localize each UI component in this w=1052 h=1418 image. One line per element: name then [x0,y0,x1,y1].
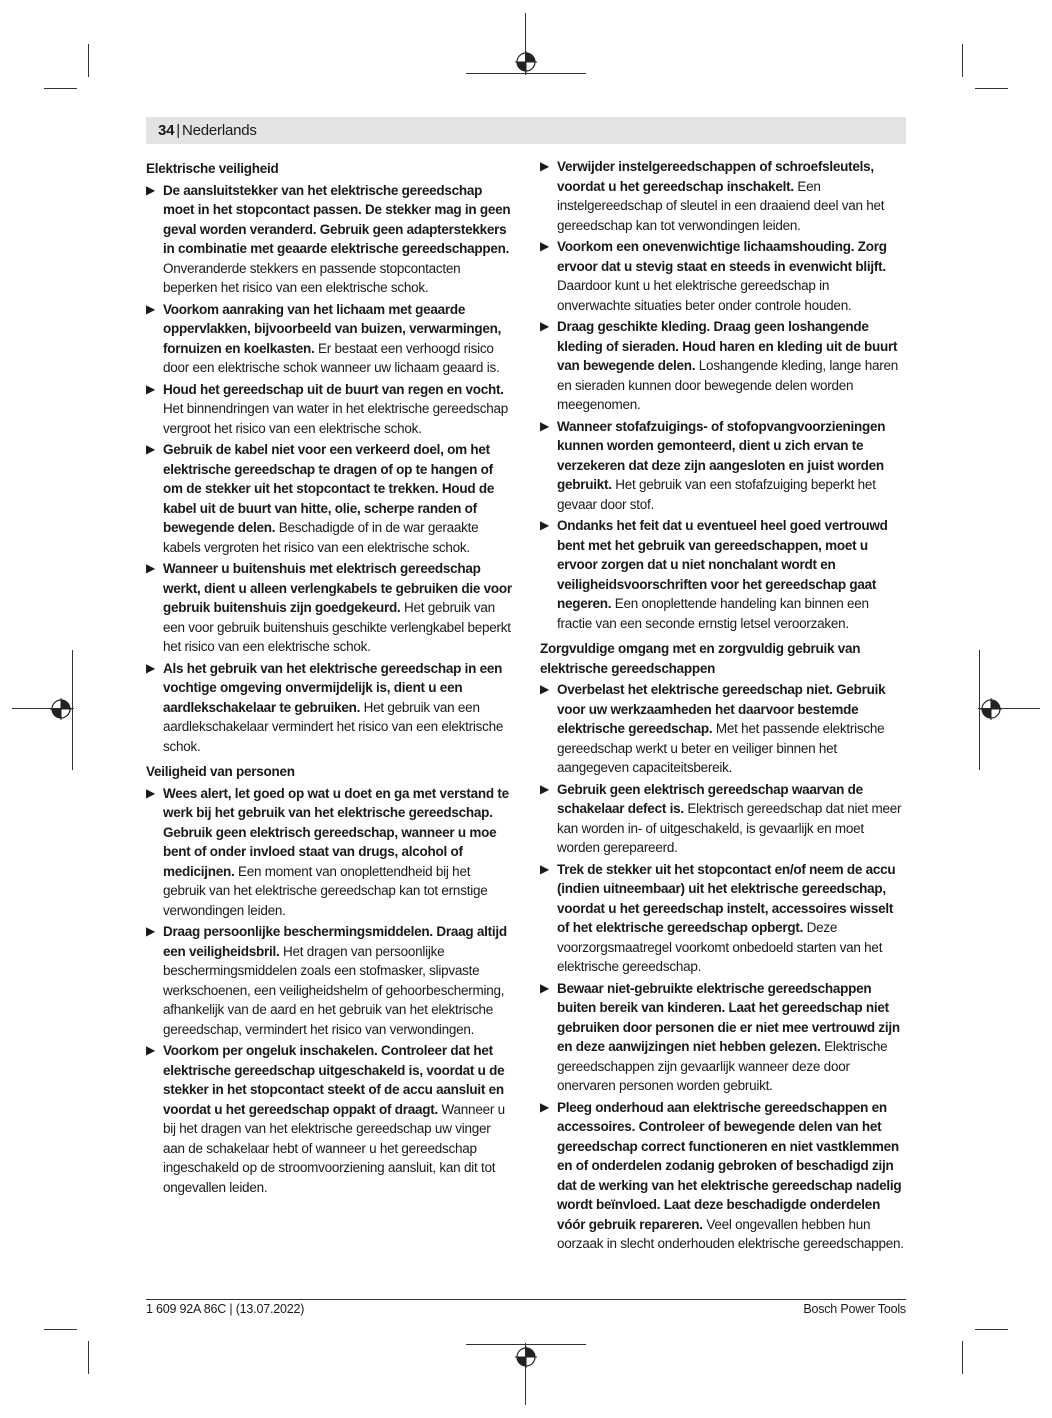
item-instruction: Pleeg onderhoud aan elektrische gereedschappen en accessoires. Controleer of bewegende delen van het gereedschap correct functioneren en niet vastklemmen en of onderdelen zodanig gebroken of beschadigd zijn dat de werking van het elektrische gereedschap nadelig wordt beïnvloed. Laat deze beschadigde onderdelen vóór gebruik repareren. [557,1099,902,1232]
bullet-triangle-icon: ▶ [540,861,549,876]
section-heading: Veiligheid van personen [146,764,295,779]
item-instruction: Draag persoonlijke beschermingsmiddelen. Draag altijd een veiligheidsbril. [163,924,507,959]
safety-list-item [540,780,906,858]
bullet-triangle-icon: ▶ [540,682,549,696]
item-instruction: Voorkom per ongeluk inschakelen. Controleer dat het elektrische gereedschap uitgeschakeld is, voordat u de stekker in het stopcontact steekt of de accu aansluit en voordat u het gereedschap oppakt of draagt. [163,1043,505,1117]
left-column [146,157,512,1199]
bullet-triangle-icon: ▶ [540,1099,549,1114]
item-explanation: Het dragen van persoonlijke beschermingsmiddelen zoals een stofmasker, slipvaste werkschoenen, een veiligheidshelm of gehoorbescherming, afhankelijk van de aard en het gebruik van het elektrische gereedschap, vermindert het risico van verwondingen. [163,943,505,1037]
safety-list-item [146,1041,512,1197]
item-instruction: Wanneer stofafzuigings- of stofopvangvoorzieningen kunnen worden gemonteerd, dient u zich ervan te verzekeren dat deze zijn aangesloten en juist worden gebruikt. [557,418,886,492]
item-explanation: Onveranderde stekkers en passende stopcontacten beperken het risico van een elektrische schok. [163,260,461,295]
crop-mark [975,1329,1008,1330]
crop-mark [962,44,963,77]
item-instruction: Draag geschikte kleding. Draag geen loshangende kleding of sieraden. Houd haren en kleding uit de buurt van bewegende delen. [557,319,898,373]
crop-mark [88,1341,89,1374]
safety-list-item [540,417,906,515]
bullet-triangle-icon: ▶ [146,924,155,938]
bullet-triangle-icon: ▶ [146,442,155,456]
bullet-triangle-icon: ▶ [540,239,549,253]
safety-list-item [540,237,906,315]
right-column [540,157,906,1256]
crop-mark [962,1341,963,1374]
safety-list-item [540,860,906,977]
item-instruction: Als het gebruik van het elektrische gereedschap in een vochtige omgeving onvermijdelijk is, dient u een aardlekschakelaar te gebruiken. [163,660,503,715]
bullet-triangle-icon: ▶ [146,301,155,316]
footer-rule [146,1299,906,1300]
bullet-triangle-icon: ▶ [146,785,155,800]
safety-list-item [540,317,906,415]
item-explanation: Wanneer u bij het dragen van het elektrische gereedschap uw vinger aan de schakelaar hebt of wanneer u het gereedschap ingeschakeld op de stroomvoorziening aansluit, kan dit tot ongevallen leiden. [163,1101,505,1195]
item-instruction: Wees alert, let goed op wat u doet en ga met verstand te werk bij het gebruik van het elektrische gereedschap. Gebruik geen elektrisch gereedschap, wanneer u moe bent of onder invloed staat van drugs, alcohol of medicijnen. [163,785,509,879]
header-separator: | [176,122,180,139]
bullet-triangle-icon: ▶ [540,518,549,532]
item-explanation: Het gebruik van een voor gebruik buitenshuis geschikte verlengkabel beperkt het risico van een elektrische schok. [163,600,511,654]
header-language: Nederlands [182,122,257,139]
item-explanation: Er bestaat een verhoogd risico door een elektrische schok wanneer uw lichaam geaard is. [163,340,500,375]
item-explanation: Elektrische gereedschappen zijn gevaarlijk wanneer deze door onervaren personen worden gebruikt. [557,1039,888,1093]
safety-list-item [146,559,512,657]
registration-line [466,1344,586,1345]
crop-mark [44,1329,77,1330]
bullet-triangle-icon: ▶ [146,660,155,675]
item-instruction: Trek de stekker uit het stopcontact en/of neem de accu (indien uitneembaar) uit het elektrische gereedschap, voordat u het gereedschap instelt, accessoires wisselt of het elektrische gereedschap opbergt. [557,861,896,935]
safety-list-item [146,380,512,439]
section-heading: Elektrische veiligheid [146,161,279,176]
bullet-triangle-icon: ▶ [540,781,549,796]
safety-list-item [540,516,906,633]
item-instruction: Gebruik de kabel niet voor een verkeerd doel, om het elektrische gereedschap te dragen of op te hangen of om de stekker uit het stopcontact te trekken. Houd de kabel uit de buurt van hitte, olie, scherpe randen of bewegende delen. [163,442,495,535]
registration-target-icon [515,1346,537,1368]
item-explanation: Een instelgereedschap of sleutel in een draaiend deel van het gereedschap kan tot verwondingen leiden. [557,178,885,233]
item-explanation: Deze voorzorgsmaatregel voorkomt onbedoeld starten van het elektrische gereedschap. [557,920,883,974]
item-explanation: Een moment van onoplettendheid bij het gebruik van het elektrische gereedschap kan tot ernstige verwondingen leiden. [163,863,488,918]
crop-mark [88,44,89,77]
registration-target-icon [980,698,1002,720]
bullet-triangle-icon: ▶ [540,159,549,173]
registration-line [72,650,73,770]
item-explanation: Loshangende kleding, lange haren en sieraden kunnen door bewegende delen worden meegenomen. [557,358,898,412]
item-explanation: Beschadigde of in de war geraakte kabels vergroten het risico van een elektrische schok. [163,520,479,555]
item-instruction: Ondanks het feit dat u eventueel heel goed vertrouwd bent met het gebruik van gereedschappen, moet u ervoor zorgen dat u niet nonchalant wordt en veiligheidsvoorschriften voor het gereedschap gaat negeren. [557,518,888,611]
item-explanation: Het binnendringen van water in het elektrische gereedschap vergroot het risico van een elektrische schok. [163,401,508,436]
item-instruction: Gebruik geen elektrisch gereedschap waarvan de schakelaar defect is. [557,781,863,816]
bullet-triangle-icon: ▶ [146,1043,155,1057]
registration-target-icon [50,698,72,720]
item-explanation: Het gebruik van een stofafzuiging beperkt het gevaar door stof. [557,477,876,512]
item-instruction: Voorkom aanraking van het lichaam met geaarde oppervlakken, bijvoorbeeld van buizen, verwarmingen, fornuizen en koelkasten. [163,301,502,356]
footer-document-id: 1 609 92A 86C | (13.07.2022) [146,1302,305,1316]
page-number: 34 [158,122,175,139]
bullet-triangle-icon: ▶ [540,980,549,995]
item-explanation: Het gebruik van een aardlekschakelaar vermindert het risico van een elektrische schok. [163,699,504,754]
crop-mark [44,88,77,89]
item-instruction: Overbelast het elektrische gereedschap niet. Gebruik voor uw werkzaamheden het daarvoor bestemde elektrische gereedschap. [557,682,886,736]
crop-mark [975,88,1008,89]
item-instruction: De aansluitstekker van het elektrische gereedschap moet in het stopcontact passen. De stekker mag in geen geval worden veranderd. Gebruik geen adapterstekkers in combinatie met geaarde elektrische gereedschappen. [163,182,511,256]
bullet-triangle-icon: ▶ [146,561,155,575]
safety-list-item [146,440,512,557]
bullet-triangle-icon: ▶ [146,182,155,197]
item-explanation: Met het passende elektrische gereedschap werkt u beter en veiliger binnen het aangegeven capaciteitsbereik. [557,721,885,775]
item-instruction: Houd het gereedschap uit de buurt van regen en vocht. [163,381,504,397]
item-explanation: Veel ongevallen hebben hun oorzaak in slecht onderhouden elektrische gereedschappen. [557,1216,904,1251]
bullet-triangle-icon: ▶ [540,319,549,333]
safety-list-item [540,157,906,235]
bullet-triangle-icon: ▶ [540,418,549,433]
item-instruction: Voorkom een onevenwichtige lichaamshouding. Zorg ervoor dat u stevig staat en steeds in evenwicht blijft. [557,239,887,274]
section-heading: Zorgvuldige omgang met en zorgvuldig gebruik van elektrische gereedschappen [540,641,861,676]
safety-list-item [146,784,512,921]
bullet-triangle-icon: ▶ [146,381,155,396]
item-explanation: Daardoor kunt u het elektrische gereedschap in onverwachte situaties beter onder controle houden. [557,278,852,313]
safety-list-item [146,659,512,757]
footer-brand: Bosch Power Tools [803,1302,906,1316]
safety-list-item [146,181,512,298]
registration-line [466,73,586,74]
safety-list-item [540,680,906,778]
header-text [158,122,257,139]
item-explanation: Een onoplettende handeling kan binnen een fractie van een seconde ernstig letsel veroorzaken. [557,596,869,631]
item-instruction: Wanneer u buitenshuis met elektrisch gereedschap werkt, dient u alleen verlengkabels te gebruiken die voor gebruik buitenshuis zijn goedgekeurd. [163,561,512,615]
item-explanation: Elektrisch gereedschap dat niet meer kan worden in- of uitgeschakeld, is gevaarlijk en moet worden gerepareerd. [557,801,902,855]
page-header [146,117,906,144]
safety-list-item [146,922,512,1039]
item-instruction: Verwijder instelgereedschappen of schroefsleutels, voordat u het gereedschap inschakelt. [557,159,874,194]
safety-list-item [540,979,906,1096]
safety-list-item [146,300,512,378]
item-instruction: Bewaar niet-gebruikte elektrische gereedschappen buiten bereik van kinderen. Laat het gereedschap niet gebruiken door personen die er niet mee vertrouwd zijn en deze aanwijzingen niet hebben gelezen. [557,980,900,1054]
registration-target-icon [515,51,537,73]
safety-list-item [540,1098,906,1254]
